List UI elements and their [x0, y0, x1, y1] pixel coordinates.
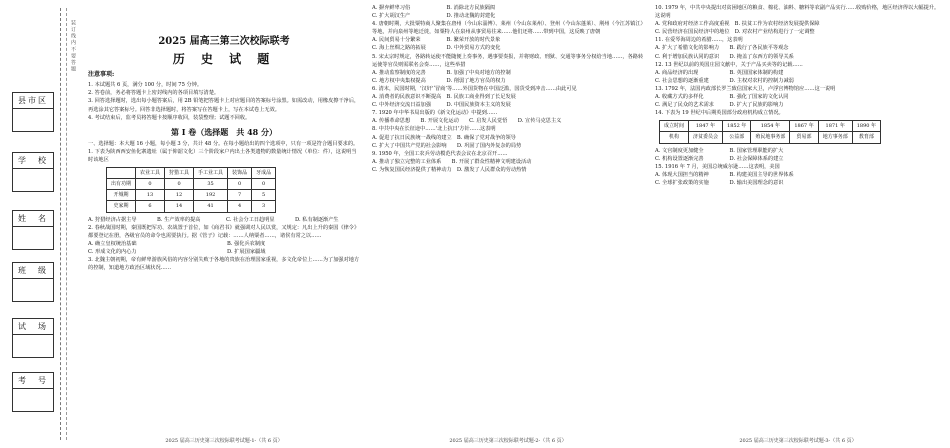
- text-line: A. 推动监察制度的完善 B. 加强了中央对地方的控制: [372, 69, 511, 76]
- page-footer: 2025 届高三历史第三次校际联考试题-3-（共 6 页）: [739, 438, 857, 444]
- table-row: 开城期 13 12 192 7 5: [107, 190, 276, 201]
- institution-table: 成立时间 1847 年 1852 年 1854 年 1867 年 1871 年 1890 年 机构 济贫委员会 公益部 殖民地事务部 贸易部 地方事务部 教育部: [659, 120, 881, 143]
- question-1: 1. 下表为陕西西安鱼化寨遗址（属于仰韶文化）三个阶段家户内出土各类遗物的数量统计情况（单位：件），这说明当时该地区: [88, 148, 357, 164]
- page-footer: 2025 届高三历史第三次校际联考试题-1-（共 6 页）: [165, 438, 283, 444]
- question-2: 2. 春秋战国时期，秦国既把军功、农战置于首位，如《商君书》就强调对人民以赏，又规定：凡出上升的秦国《律令》都要登记在册，各级官员的命令也需要执行。据《管子》记载：……人纳粟者……，诸侯有常之以……: [88, 224, 360, 239]
- notice-title: 注意事项:: [88, 71, 115, 79]
- table-row: 机构 济贫委员会 公益部 殖民地事务部 贸易部 地方事务部 教育部: [660, 132, 881, 143]
- exam-title: 2025 届高三第三次校际联考: [158, 36, 290, 47]
- text-line: A. 收藏方式的多样化 B. 强化了国家的文化认同: [655, 94, 789, 101]
- text-line: C. 全球扩张政策的实施 D. 输出美国理念的意识: [655, 179, 784, 186]
- text-line: 15. 1916 年 7 月，美国总统威尔逊……这表明，美国: [655, 163, 780, 170]
- text-line: A. 体现大国担当的精神 B. 构建美国主导的世界体系: [655, 171, 794, 178]
- table-row: 出有功期 0 0 35 0 0: [107, 179, 276, 190]
- seal-line: [60, 8, 61, 440]
- text-line: A. 扩大了希腊文化的影响力 B. 践行了各民族平等观念: [655, 45, 789, 52]
- q1-options: A. 狩猎经济占据主导 B. 生产效率的提高 C. 社会分工日趋明显 D. 私有制逐渐产生: [88, 216, 339, 223]
- page-1: [88, 4, 360, 272]
- text-line: C. 扩大了中国共产党的社会影响 D. 巩固了国内外复杂的局势: [372, 142, 522, 149]
- field-county: 县市区: [12, 92, 54, 132]
- text-line: C. 机构设置逐渐完善 D. 社会保障体系的建立: [655, 155, 784, 162]
- text-line: 13. 1792 年，法国内政部长罗兰致信国家大卫，卢浮宫博物馆应……这一说明: [655, 85, 836, 92]
- text-line: C. 为恢复国民经济提供了精神动力 D. 激发了人民群众的劳动热情: [372, 166, 527, 173]
- text-line: 12. 13 世纪以前的英国庄园文献中，关于产品买卖等的记载……: [655, 61, 803, 68]
- page-footer: 2025 届高三历史第三次校际联考试题-2-（共 6 页）: [449, 438, 567, 444]
- text-line: C. 海上丝绸之路的拓展 D. 中外贸易方式的变化: [372, 45, 501, 52]
- text-line: 8. 中共中央在长征途中……'北上抗日'方针……这表明: [372, 126, 496, 133]
- field-school: 学 校: [12, 152, 54, 192]
- text-line: A. 推动了独立完整的工业体系 B. 开展了群众性精神文明建设活动: [372, 158, 532, 165]
- subject-title: 历 史 试 题: [172, 52, 276, 67]
- text-line: 14. 下表为 19 世纪中后期英国部分政府机构成立情况。: [655, 110, 784, 117]
- text-line: A. 摒弃鲜卑习俗 B. 消除北方民族隔阂: [372, 5, 496, 11]
- text-line: A. 促进了抗日民族统一战线的建立 B. 确保了党对战争的领导: [372, 134, 516, 141]
- part-title: 第 I 卷（选择题 共 48 分）: [170, 126, 277, 137]
- text-line: A. 文官制度更加健全 B. 国家管理职能的扩大: [655, 147, 784, 154]
- text-line: A. 商品经济的出现 B. 英国国家体制的构建: [655, 69, 784, 76]
- binding-strip: [0, 0, 90, 448]
- text-line: C. 社会思想的逐渐重建 D. 主权对农村的控制力减弱: [655, 77, 794, 84]
- text-line: 11. 在爱琴海周边的希腊……，这表明: [655, 37, 743, 44]
- text-line: A. 消费者的民族意识不断提高 B. 民族工商业得到了长足发展: [372, 94, 516, 101]
- text-line: C. 满足了民众的艺术需求 D. 扩大了民族的影响力: [655, 102, 784, 109]
- page-2: [372, 4, 644, 174]
- notice-item: 2. 答卷前，务必将答题卡上密封线内的各项目填写清楚。: [88, 90, 220, 97]
- notice-item: 3. 回答选择题时，选出每小题答案后，用 2B 铅笔把答题卡上对应题目的答案标号涂黑。如需改动，用橡皮擦干净后，再选涂其它答案标号。回答非选择题时，将答案写在答题卡上，写在本试卷上无效。: [88, 98, 360, 113]
- field-exam-number: 考 号: [12, 372, 54, 412]
- text-line: C. 利于增加民族认同的意识 D. 掩盖了东西方的领导关系: [655, 53, 794, 60]
- field-name: 姓 名: [12, 210, 54, 250]
- table-row: 史家期 6 14 41 4 3: [107, 201, 276, 212]
- text-line: C. 扩大胡汉生产 D. 推动北魏的封建化: [372, 13, 496, 20]
- seal-line-inner: [66, 8, 67, 440]
- text-line: A. 民间贸易十分繁荣 B. 繁荣开放的时代景象: [372, 37, 501, 44]
- text-line: 5. 宋太宗时规定，各路转运使不能随便上奏事务，遇事要奏报，并将财政、刑狱、交通等事务分权给当地……，各路转运使等官员则需联名会奏……，这些举措: [372, 53, 644, 68]
- section-intro: 一、选择题：本大题 16 小题，每小题 3 分，共计 48 分。在每小题给出的四个选项中，只有一项是符合题目要求的。: [88, 140, 359, 147]
- text-line: 10. 1979 年，中共中央提出对贫困地区的粮食、棉花、油料、糖料等农副产品实行……收购价格，地区经济得以大幅提升。这说明: [655, 5, 940, 20]
- text-line: 9. 1950 年，全国工农兵劳动模范代表会议在北京召开……: [372, 150, 508, 157]
- page-3: [655, 4, 941, 187]
- text-line: 7. 1920 年中华书局出版的《新文化运动》中提到……: [372, 110, 498, 117]
- question-3: 3. 北魏主朝初期，帝有鲜卑游族风俗的内容分别失败于各地的贵族在治理国家重视，多文化帝位上……为了加强对地方的控制，知道地方政治区域状况……: [88, 256, 360, 272]
- text-line: A. 党和政府对经济工作高度重视 B. 扶贫工作为农村经济发展提供保障: [655, 21, 820, 28]
- notice-item: 1. 本试题共 6 页，满分 100 分，时间 75 分钟。: [88, 82, 203, 89]
- text-line: C. 地方权中央集权提高 D. 削弱了地方官员的权力: [372, 77, 506, 84]
- text-line: C. 中外经济交流日益加强 D. 中国民族资本主义的发展: [372, 102, 511, 109]
- text-line: A. 传播革命思想 B. 开展文化运动 C. 启发人民觉悟 D. 宣传马克思主义: [372, 118, 562, 125]
- text-line: 4. 唐朝时期，大批粟特商人聚集在唐州（今山东淄博）、莱州（今山东莱州）、登州（今山东蓬莱）、荆州（今江苏镇江）等地，并向泉州等地迁徙，如粟特人在泉州从事贸易往来……他们还将……带到中国，这反映了唐朝: [372, 21, 644, 36]
- seal-text: 装 订 线 内 不 要 答 题: [70, 20, 76, 72]
- text-line: 6. 清末，民国时期，'汉奸'‘冒商’等……外国货物在中国泛滥，国货受到冲击……由此可见: [372, 85, 577, 92]
- artifact-table: 农业工具 狩猎工具 手工业工具 装饰品 牙成品 出有功期 0 0 35 0 0 开城期 13 12 192 7 5 史家期 6 14 41 4 3: [106, 167, 276, 212]
- field-room: 试 场: [12, 318, 54, 358]
- q2-options: A. 确立皇权统治基础 B. 强化兵农制度 C. 形成文化的内心力 D. 扩展国家疆域: [88, 240, 266, 255]
- text-line: C. 民营经济在国民经济中的地位 D. 对农村产业结构进行了一定调整: [655, 29, 815, 36]
- notice-item: 4. 考试结束后，监考员将答题卡按顺序收回，装袋整理；试题不回收。: [88, 114, 251, 121]
- field-class: 班 级: [12, 262, 54, 302]
